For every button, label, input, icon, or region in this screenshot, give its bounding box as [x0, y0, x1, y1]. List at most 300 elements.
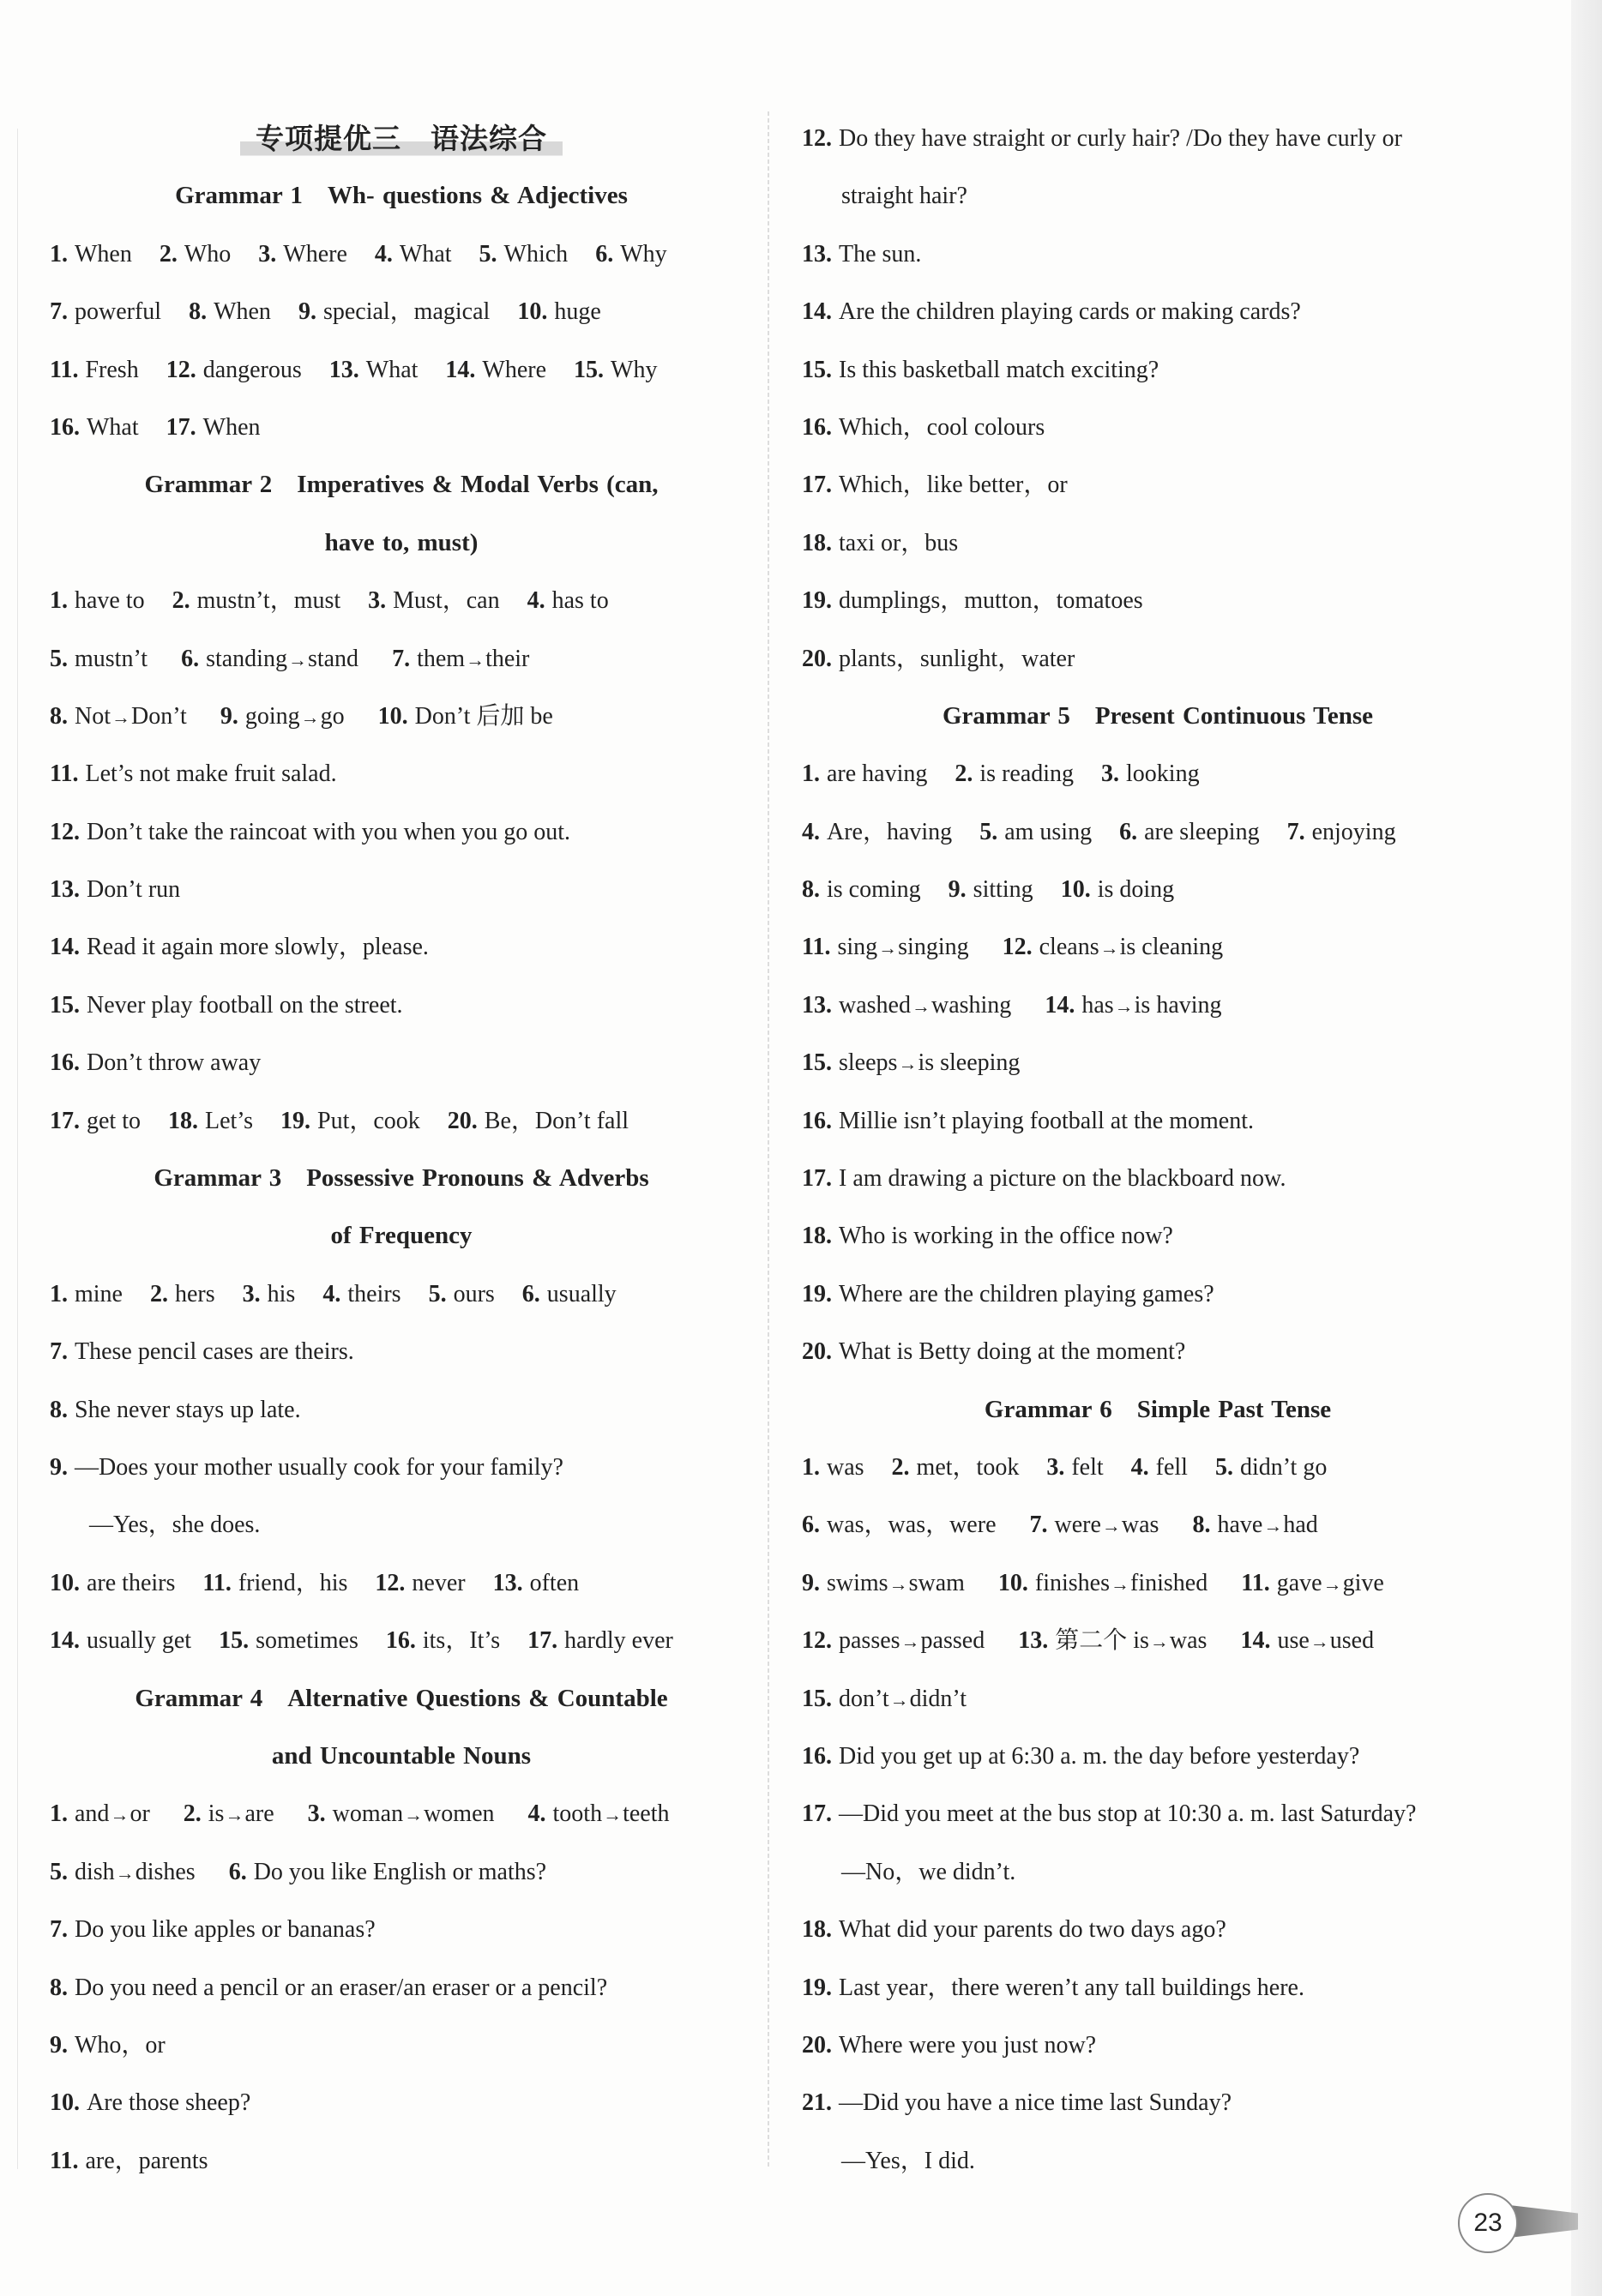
answer-number: 17.: [802, 472, 832, 499]
answer-text: Don’t 后加 be: [414, 702, 553, 730]
answer-number: 2.: [891, 1453, 910, 1481]
answer-text: huge: [554, 298, 601, 326]
answer-number: 1.: [802, 1453, 820, 1481]
answer-text: dumplings，mutton，tomatoes: [839, 587, 1143, 615]
answer-text: use: [1277, 1627, 1310, 1655]
answer-text: Don’t: [131, 702, 187, 730]
answer-text: dangerous: [202, 356, 302, 383]
answer-text: is having: [1134, 991, 1222, 1019]
answer-text: When: [75, 240, 132, 267]
answer-line: [802, 803, 1514, 861]
answer-number: 13.: [492, 1569, 523, 1596]
answer-text: When: [202, 413, 261, 441]
answer-text: their: [485, 645, 530, 672]
answer-text: finishes: [1034, 1569, 1111, 1596]
page-number: 23: [1458, 2193, 1518, 2253]
answer-line: [50, 1381, 753, 1439]
answer-number: 9.: [948, 876, 967, 904]
answer-line: [50, 1496, 753, 1554]
answer-line: [50, 572, 753, 629]
column-divider: [768, 111, 769, 2169]
answer-line: [802, 1323, 1514, 1380]
answer-number: 8.: [50, 702, 68, 730]
answer-text: looking: [1126, 760, 1200, 788]
arrow-icon: →: [911, 995, 930, 1017]
answer-line: [802, 1728, 1514, 1785]
answer-number: 14.: [50, 1627, 80, 1655]
page-title: 专项提优三 语法综合: [240, 110, 563, 167]
answer-text: is: [208, 1800, 225, 1828]
answer-number: 7.: [50, 1338, 68, 1366]
answer-line: [802, 745, 1514, 802]
answer-number: 6.: [802, 1512, 820, 1539]
grammar-3-heading: Grammar 3 Possessive Pronouns & Adverbs: [154, 1164, 649, 1193]
answer-line: [802, 1612, 1514, 1669]
answer-text: them: [417, 645, 466, 672]
answer-number: 17.: [50, 1107, 80, 1134]
answer-line: [802, 630, 1514, 688]
answer-text: has to: [551, 587, 609, 615]
arrow-icon: →: [900, 1631, 920, 1653]
title-line: [50, 110, 753, 167]
answer-number: 13.: [802, 240, 832, 267]
answer-number: 9.: [50, 1453, 68, 1481]
answer-text: was: [1169, 1627, 1208, 1655]
answer-text: Don’t take the raincoat with you when you go out.: [87, 818, 571, 845]
answer-number: 2.: [172, 587, 190, 615]
answer-text: washed: [839, 991, 911, 1019]
answer-text: Not: [75, 702, 111, 730]
answer-text: Who，or: [75, 2031, 166, 2059]
answer-text: has: [1081, 991, 1114, 1019]
answer-number: 3.: [307, 1800, 326, 1828]
answer-number: 17.: [166, 413, 196, 441]
answer-text: didn’t go: [1239, 1453, 1328, 1481]
answer-text: Don’t throw away: [87, 1049, 262, 1077]
answer-text: When: [214, 298, 271, 326]
answer-text: She never stays up late.: [75, 1396, 301, 1423]
answer-line: [50, 977, 753, 1034]
answer-number: 2.: [183, 1800, 202, 1828]
answer-line: [50, 745, 753, 802]
arrow-icon: →: [111, 706, 130, 728]
grammar-3-heading-cont: of Frequency: [330, 1222, 473, 1250]
answer-text: Don’t run: [87, 876, 181, 904]
answer-text: Last year，there weren’t any tall buildings here.: [839, 1974, 1304, 2001]
answer-text: Why: [611, 356, 658, 383]
answer-number: 1.: [50, 587, 68, 615]
answer-number: 3.: [242, 1280, 261, 1307]
answer-text: Are the children playing cards or making cards?: [839, 298, 1301, 326]
answer-text: mustn’t: [75, 645, 148, 672]
answer-text: was: [827, 1453, 864, 1481]
answer-number: 15.: [574, 356, 605, 383]
answer-text: don’t: [839, 1685, 889, 1712]
answer-text: met，took: [916, 1453, 1020, 1481]
answer-text: —Did you meet at the bus stop at 10:30 a. m. last Saturday?: [839, 1800, 1417, 1828]
answer-text: finished: [1130, 1569, 1208, 1596]
answer-text: What did your parents do two days ago?: [839, 1916, 1226, 1944]
answer-line: [802, 1785, 1514, 1842]
answer-text: had: [1283, 1512, 1318, 1539]
answer-number: 9.: [298, 298, 316, 326]
answer-number: 10.: [50, 2089, 80, 2117]
answer-text: What: [365, 356, 419, 383]
answer-line: [50, 1901, 753, 1958]
answer-number: 18.: [802, 529, 832, 556]
answer-number: 4.: [322, 1280, 341, 1307]
answer-number: 1.: [50, 240, 68, 267]
answer-text: get to: [87, 1107, 141, 1134]
answer-number: 15.: [802, 1685, 832, 1712]
answer-line: [802, 110, 1514, 167]
answer-number: 20.: [447, 1107, 478, 1134]
answer-line: [802, 1092, 1514, 1150]
answer-number: 9.: [50, 2031, 68, 2059]
arrow-icon: →: [603, 1804, 623, 1826]
answer-line: [50, 2132, 753, 2190]
arrow-icon: →: [1322, 1572, 1342, 1595]
answer-number: 7.: [50, 298, 68, 326]
answer-text: hardly ever: [564, 1627, 673, 1655]
answer-line: [50, 688, 753, 745]
answer-text: straight hair?: [841, 183, 967, 210]
answer-text: What is Betty doing at the moment?: [839, 1338, 1186, 1366]
answer-text: —Did you have a nice time last Sunday?: [839, 2089, 1232, 2117]
answer-line: [50, 1612, 753, 1669]
answer-number: 7.: [392, 645, 411, 672]
left-column: [50, 110, 753, 2190]
answer-text: go: [320, 702, 345, 730]
answer-number: 1.: [50, 1800, 68, 1828]
answer-number: 20.: [802, 645, 832, 672]
arrow-icon: →: [110, 1804, 129, 1826]
answer-text: usually: [546, 1280, 617, 1307]
answer-line: [50, 1785, 753, 1842]
answer-text: Do they have straight or curly hair? /Do they have curly or: [839, 125, 1403, 152]
arrow-icon: →: [404, 1804, 424, 1826]
grammar-4-heading: Grammar 4 Alternative Questions & Countable: [135, 1684, 668, 1712]
answer-text: his: [267, 1280, 296, 1307]
answer-text: powerful: [75, 298, 162, 326]
answer-number: 3.: [368, 587, 387, 615]
answer-text: are having: [827, 760, 928, 788]
answer-text: 第二个 is: [1055, 1627, 1149, 1655]
answer-number: 7.: [50, 1916, 68, 1944]
answer-text: was，was，were: [827, 1512, 997, 1539]
answer-number: 12.: [375, 1569, 406, 1596]
answer-number: 5.: [428, 1280, 447, 1307]
answer-text: hers: [175, 1280, 215, 1307]
answer-number: 14.: [802, 298, 832, 326]
answer-line: [50, 803, 753, 861]
answer-text: Fresh: [85, 356, 139, 383]
answer-line: [802, 1265, 1514, 1323]
answer-number: 17.: [527, 1627, 558, 1655]
answer-number: 11.: [50, 356, 79, 383]
answer-text: sometimes: [256, 1627, 358, 1655]
answer-text: Did you get up at 6:30 a. m. the day before yesterday?: [839, 1742, 1360, 1770]
answer-text: Read it again more slowly，please.: [87, 934, 429, 961]
answer-number: 5.: [979, 818, 998, 845]
arrow-icon: →: [888, 1572, 908, 1595]
answer-text: dishes: [135, 1858, 196, 1885]
grammar-2-heading-cont: have to, must): [324, 528, 479, 556]
answer-line: [802, 1034, 1514, 1091]
answer-number: 20.: [802, 2031, 832, 2059]
answer-number: 16.: [802, 1742, 832, 1770]
answer-number: 1.: [802, 760, 820, 788]
answer-line: [50, 1959, 753, 2017]
answer-text: passes: [839, 1627, 900, 1655]
answer-line: [802, 456, 1514, 514]
grammar-4-heading-cont: and Uncountable Nouns: [271, 1741, 532, 1770]
answer-text: Be，Don’t fall: [484, 1107, 629, 1134]
answer-text: am using: [1004, 818, 1093, 845]
answer-text: taxi or，bus: [839, 529, 959, 556]
answer-text: woman: [332, 1800, 404, 1828]
answer-line: [802, 341, 1514, 399]
answer-number: 10.: [997, 1569, 1028, 1596]
right-column: [802, 110, 1514, 2190]
answer-number: 7.: [1286, 818, 1305, 845]
answer-number: 15.: [219, 1627, 250, 1655]
answer-text: Which，like better，or: [839, 472, 1068, 499]
answer-number: 8.: [50, 1396, 68, 1423]
answer-line: [50, 1092, 753, 1150]
answer-text: women: [424, 1800, 495, 1828]
answer-line: [50, 1843, 753, 1901]
answer-line: [50, 1034, 753, 1091]
answer-number: 3.: [1101, 760, 1120, 788]
answer-number: 8.: [1192, 1512, 1211, 1539]
answer-number: 9.: [802, 1569, 820, 1596]
answer-text: passed: [920, 1627, 985, 1655]
answer-line: [50, 399, 753, 456]
answer-text: usually get: [87, 1627, 192, 1655]
grammar-1-heading: Grammar 1 Wh- questions & Adjectives: [175, 182, 628, 210]
answer-line: [802, 572, 1514, 629]
answer-line: [802, 1207, 1514, 1265]
arrow-icon: →: [889, 1688, 909, 1710]
answer-text: mine: [75, 1280, 123, 1307]
answer-text: tooth: [552, 1800, 603, 1828]
answer-text: sleeps: [839, 1049, 898, 1077]
answer-text: were: [1054, 1512, 1101, 1539]
arrow-icon: →: [287, 648, 307, 670]
answer-text: Where are the children playing games?: [839, 1280, 1214, 1307]
answer-line: [802, 514, 1514, 572]
answer-text: never: [412, 1569, 466, 1596]
answer-number: 21.: [802, 2089, 832, 2117]
answer-line: [802, 861, 1514, 918]
answer-line: [802, 1150, 1514, 1207]
arrow-icon: →: [1149, 1631, 1169, 1653]
answer-number: 12.: [166, 356, 196, 383]
answer-text: swims: [827, 1569, 888, 1596]
answer-number: 14.: [1240, 1627, 1271, 1655]
answer-text: is sleeping: [918, 1049, 1021, 1077]
answer-number: 14.: [50, 934, 80, 961]
arrow-icon: →: [1099, 937, 1119, 959]
answer-text: are theirs: [87, 1569, 176, 1596]
answer-number: 6.: [521, 1280, 540, 1307]
answer-number: 6.: [181, 645, 200, 672]
answer-number: 16.: [802, 413, 832, 441]
answer-line: [50, 630, 753, 688]
answer-line: [802, 918, 1514, 976]
answer-text: Who is working in the office now?: [839, 1223, 1173, 1250]
answer-number: 15.: [50, 991, 80, 1019]
answer-number: 12.: [1002, 934, 1033, 961]
answer-number: 17.: [802, 1165, 832, 1193]
answer-text: enjoying: [1311, 818, 1396, 845]
answer-number: 17.: [802, 1800, 832, 1828]
answer-line: [802, 1901, 1514, 1958]
answer-line: [802, 1496, 1514, 1554]
answer-text: going: [244, 702, 300, 730]
answer-number: 5.: [1214, 1453, 1233, 1481]
answer-number: 3.: [1046, 1453, 1065, 1481]
answer-number: 13.: [328, 356, 359, 383]
answer-number: 11.: [202, 1569, 232, 1596]
answer-number: 13.: [1018, 1627, 1049, 1655]
answer-number: 19.: [802, 587, 832, 615]
answer-number: 11.: [802, 934, 831, 961]
answer-text: Put，cook: [317, 1107, 420, 1134]
answer-number: 13.: [802, 991, 832, 1019]
answer-line: [50, 283, 753, 340]
answer-number: 16.: [50, 413, 80, 441]
answer-line: [802, 2017, 1514, 2074]
answer-text: Which: [503, 240, 569, 267]
answer-number: 16.: [385, 1627, 416, 1655]
answer-number: 6.: [595, 240, 614, 267]
answer-text: washing: [930, 991, 1012, 1019]
answer-text: —Yes，she does.: [89, 1512, 261, 1539]
answer-number: 8.: [802, 876, 820, 904]
answer-line: [802, 1670, 1514, 1728]
answer-line: [802, 1959, 1514, 2017]
answer-number: 10.: [50, 1569, 80, 1596]
answer-number: 18.: [802, 1223, 832, 1250]
answer-number: 16.: [50, 1049, 80, 1077]
answer-text: is coming: [827, 876, 921, 904]
answer-text: Let’s not make fruit salad.: [85, 760, 337, 788]
answer-text: give: [1342, 1569, 1384, 1596]
answer-number: 4.: [374, 240, 393, 267]
answer-text: didn’t: [909, 1685, 967, 1712]
answer-line: [50, 2017, 753, 2074]
answer-text: Which，cool colours: [839, 413, 1045, 441]
answer-text: sing: [837, 934, 878, 961]
answer-number: 15.: [802, 356, 832, 383]
answer-text: teeth: [623, 1800, 670, 1828]
answer-line: [802, 2074, 1514, 2131]
answer-text: theirs: [347, 1280, 401, 1307]
answer-number: 4.: [802, 818, 820, 845]
answer-number: 1.: [50, 1280, 68, 1307]
answer-text: What: [87, 413, 139, 441]
answer-line: [50, 341, 753, 399]
answer-line: [802, 1439, 1514, 1496]
answer-number: 18.: [802, 1916, 832, 1944]
answer-number: 3.: [258, 240, 277, 267]
answer-number: 19.: [802, 1974, 832, 2001]
answer-number: 5.: [50, 645, 68, 672]
answer-text: Do you need a pencil or an eraser/an eraser or a pencil?: [75, 1974, 608, 2001]
answer-number: 10.: [377, 702, 408, 730]
answer-line: [802, 977, 1514, 1034]
answer-text: its，It’s: [422, 1627, 501, 1655]
answer-number: 14.: [1045, 991, 1075, 1019]
answer-text: gave: [1276, 1569, 1322, 1596]
page-edge-line: [17, 129, 18, 2169]
answer-text: cleans: [1039, 934, 1099, 961]
answer-number: 2.: [150, 1280, 168, 1307]
arrow-icon: →: [466, 648, 485, 670]
answer-text: stand: [307, 645, 359, 672]
answer-text: is reading: [979, 760, 1075, 788]
answer-number: 12.: [50, 818, 80, 845]
answer-text: often: [529, 1569, 580, 1596]
answer-text: The sun.: [839, 240, 922, 267]
answer-number: 11.: [50, 760, 79, 788]
answer-line: [50, 1554, 753, 1612]
answer-text: are: [244, 1800, 274, 1828]
answer-number: 6.: [228, 1858, 247, 1885]
answer-line: [50, 918, 753, 976]
page-tab-decoration: [1509, 2205, 1578, 2238]
answer-text: dish: [75, 1858, 115, 1885]
grammar-2-heading: Grammar 2 Imperatives & Modal Verbs (can,: [144, 471, 659, 499]
answer-text: sitting: [973, 876, 1033, 904]
answer-text: and: [75, 1800, 110, 1828]
answer-number: 8.: [50, 1974, 68, 2001]
answer-number: 5.: [479, 240, 497, 267]
answer-number: 14.: [445, 356, 476, 383]
page-edge-shadow: [1571, 0, 1602, 2296]
answer-number: 10.: [1060, 876, 1091, 904]
answer-line: [802, 1554, 1514, 1612]
answer-text: Never play football on the street.: [87, 991, 403, 1019]
answer-number: 7.: [1029, 1512, 1048, 1539]
answer-text: are，parents: [85, 2147, 208, 2174]
answer-line: [802, 283, 1514, 340]
answer-text: is doing: [1097, 876, 1175, 904]
arrow-icon: →: [878, 937, 898, 959]
answer-text: Must，can: [393, 587, 500, 615]
answer-text: standing: [206, 645, 287, 672]
answer-text: used: [1329, 1627, 1375, 1655]
answer-text: —No，we didn’t.: [841, 1858, 1016, 1885]
answer-text: Millie isn’t playing football at the moment.: [839, 1107, 1254, 1134]
answer-text: are sleeping: [1144, 818, 1260, 845]
answer-text: have to: [75, 587, 145, 615]
answer-line: [802, 399, 1514, 456]
answer-text: These pencil cases are theirs.: [75, 1338, 354, 1366]
answer-line: [50, 1323, 753, 1380]
answer-line: [802, 2132, 1514, 2190]
answer-number: 12.: [802, 125, 832, 152]
answer-line: [50, 225, 753, 283]
arrow-icon: →: [1310, 1631, 1329, 1653]
answer-text: Do you like apples or bananas?: [75, 1916, 376, 1944]
answer-text: I am drawing a picture on the blackboard now.: [839, 1165, 1286, 1193]
answer-text: or: [129, 1800, 150, 1828]
answer-text: Who: [184, 240, 232, 267]
answer-text: Where were you just now?: [839, 2031, 1097, 2059]
